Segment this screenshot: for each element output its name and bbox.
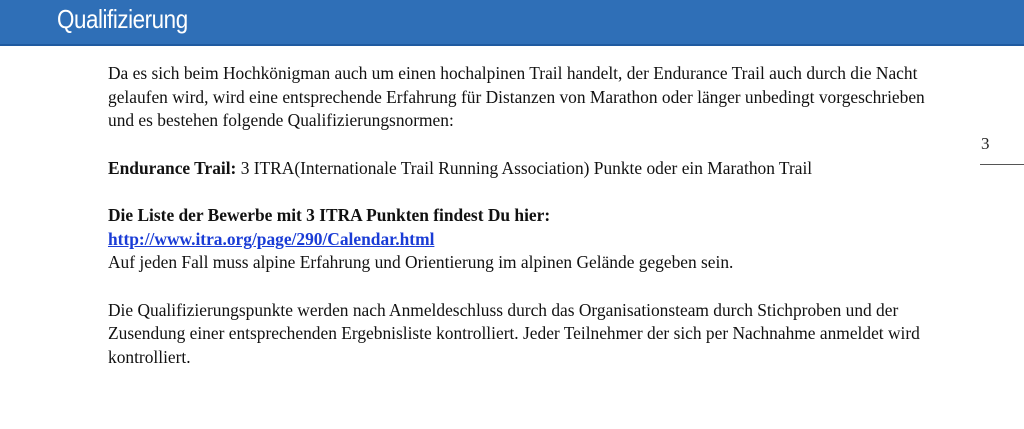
page-number-rule <box>980 164 1024 165</box>
alpine-experience-note: Auf jeden Fall muss alpine Erfahrung und Orientierung im alpinen Gelände gegeben sein. <box>108 252 734 272</box>
itra-calendar-link[interactable]: http://www.itra.org/page/290/Calendar.html <box>108 228 435 249</box>
page-number: 3 <box>981 134 990 153</box>
endurance-trail-text: 3 ITRA(Internationale Trail Running Association) Punkte oder ein Marathon Trail <box>236 157 813 178</box>
endurance-trail-requirement <box>108 157 948 181</box>
endurance-trail-label: Endurance Trail: <box>108 157 237 178</box>
control-paragraph: Die Qualifizierungspunkte werden nach Anmeldeschluss durch das Organisationsteam durch Stichproben und der Zusendung einer entsprechenden Ergebnisliste kontrolliert. Jeder Teilnehmer der sich per Nachnahme anmeldet wird kontrolliert. <box>108 299 920 367</box>
itra-link-line <box>108 228 948 252</box>
paragraph-gap <box>108 180 948 204</box>
paragraph-gap <box>108 133 948 157</box>
section-header-bar <box>0 0 1024 46</box>
document-body <box>108 62 948 369</box>
itra-list-heading: Die Liste der Bewerbe mit 3 ITRA Punkten findest Du hier: <box>108 205 551 225</box>
paragraph-gap <box>108 275 948 299</box>
section-title: Qualifizierung <box>57 4 188 34</box>
intro-paragraph: Da es sich beim Hochkönigman auch um einen hochalpinen Trail handelt, der Endurance Trail auch durch die Nacht gelaufen wird, wird eine entsprechende Erfahrung für Distanzen von Marathon oder länger unbedingt vorgeschrieben und es bestehen folgende Qualifizierungsnormen: <box>108 63 925 130</box>
